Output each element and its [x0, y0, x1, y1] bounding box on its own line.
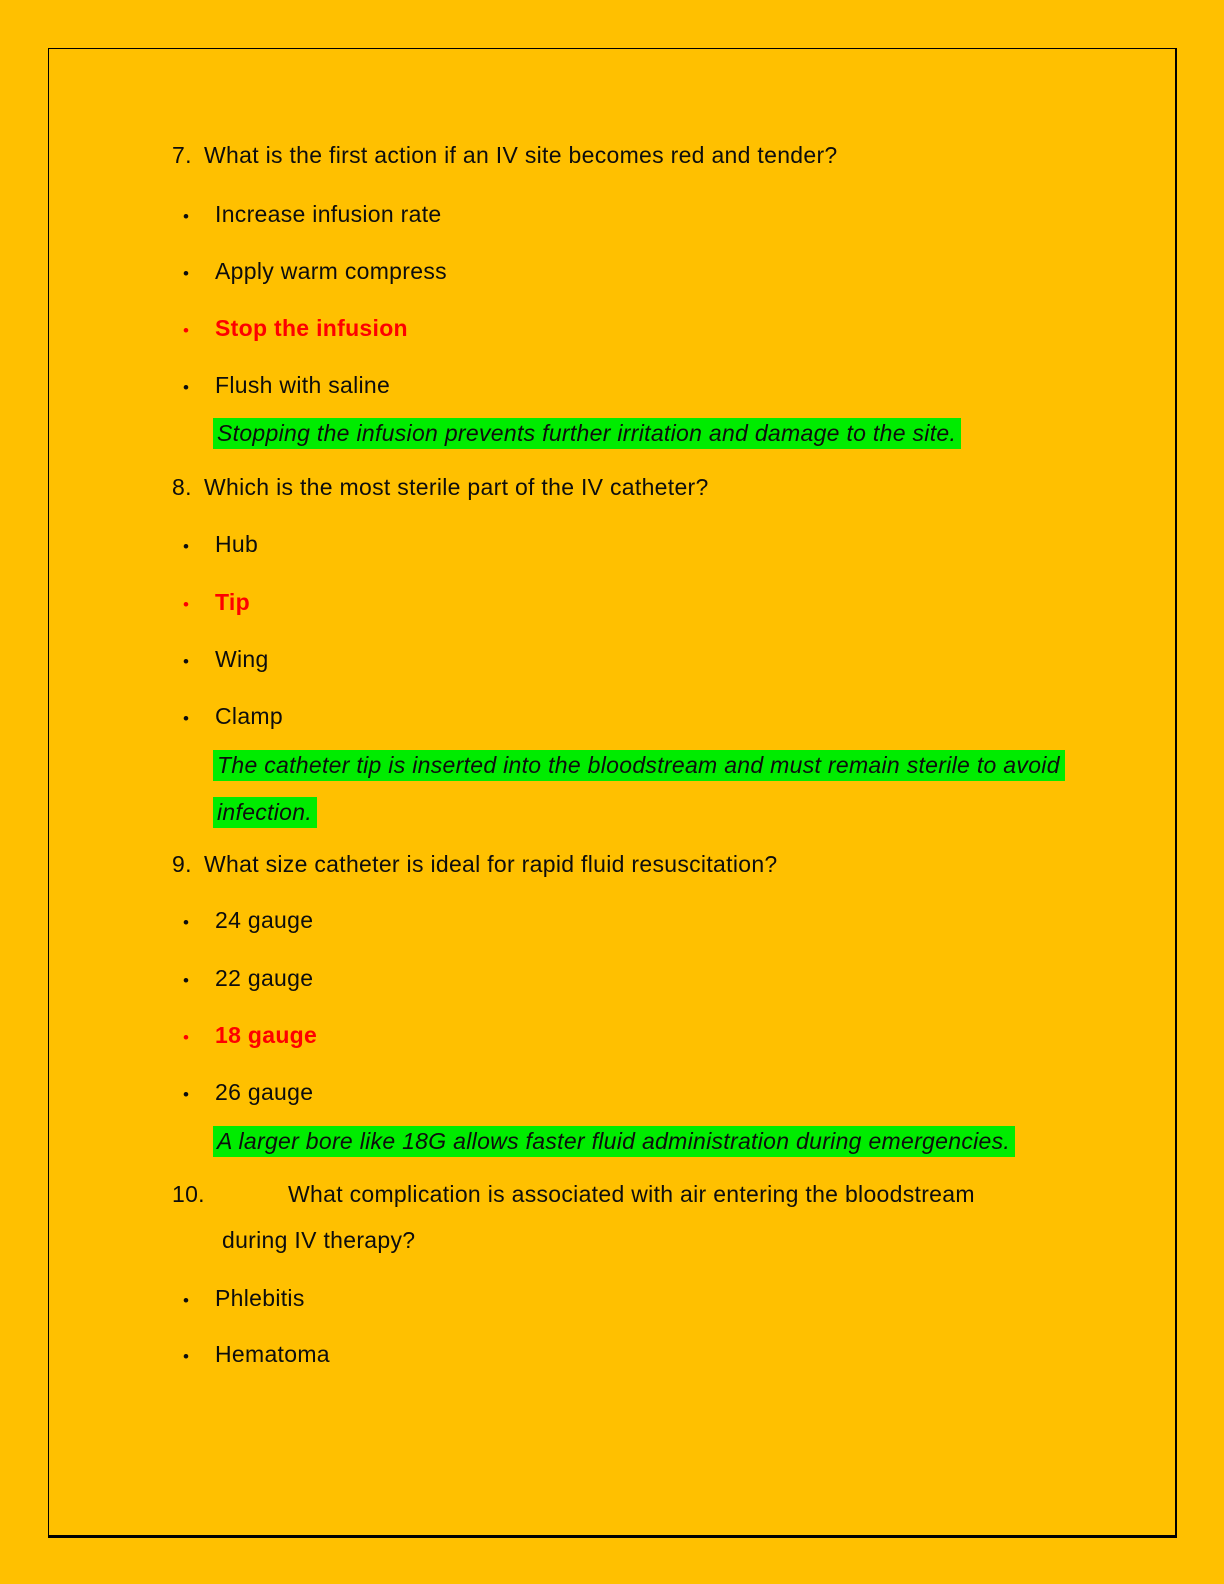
question-9 [172, 849, 778, 879]
question-text: Which is the most sterile part of the IV catheter? [204, 474, 709, 500]
explanation-q9 [213, 1124, 1015, 1158]
option-q9-1 [172, 905, 313, 938]
bullet-icon: • [183, 207, 190, 226]
bullet-icon: • [183, 652, 190, 671]
option-label: 26 gauge [215, 1079, 314, 1105]
option-label: Apply warm compress [215, 258, 447, 284]
bullet-icon: • [183, 321, 190, 340]
bullet-icon: • [183, 1291, 190, 1310]
question-text: What size catheter is ideal for rapid fluid resuscitation? [204, 851, 778, 877]
option-label: Phlebitis [215, 1285, 305, 1311]
option-q8-1 [172, 529, 258, 562]
option-q10-2 [172, 1339, 330, 1372]
option-q8-2-correct [172, 587, 250, 620]
option-q9-2 [172, 963, 313, 996]
option-label: Flush with saline [215, 372, 391, 398]
explanation-q7 [213, 416, 961, 450]
question-text-line-1: What complication is associated with air entering the bloodstream [288, 1181, 975, 1207]
bullet-icon: • [183, 1347, 190, 1366]
option-label: 22 gauge [215, 965, 314, 991]
correct-answer-label: 18 gauge [215, 1022, 318, 1048]
explanation-q8-line-2 [213, 795, 317, 829]
question-10-wrap [222, 1225, 415, 1255]
explanation-highlight: The catheter tip is inserted into the bloodstream and must remain sterile to avoid [213, 750, 1065, 781]
bullet-icon: • [183, 537, 190, 556]
bullet-icon: • [183, 709, 190, 728]
bullet-icon: • [183, 971, 190, 990]
option-q7-3-correct [172, 313, 408, 346]
option-q10-1 [172, 1283, 305, 1316]
bullet-icon: • [183, 1085, 190, 1104]
question-number: 9. [172, 851, 192, 877]
bullet-icon: • [183, 913, 190, 932]
option-label: 24 gauge [215, 907, 314, 933]
option-q9-4 [172, 1077, 313, 1110]
correct-answer-label: Stop the infusion [215, 315, 408, 341]
option-label: Hematoma [215, 1341, 330, 1367]
question-text-line-2: during IV therapy? [222, 1227, 416, 1253]
bullet-icon: • [183, 595, 190, 614]
correct-answer-label: Tip [215, 589, 250, 615]
explanation-highlight: A larger bore like 18G allows faster fluid administration during emergencies. [213, 1126, 1015, 1157]
option-q7-1 [172, 199, 442, 232]
option-q7-4 [172, 370, 390, 403]
option-label: Hub [215, 531, 259, 557]
bullet-icon: • [183, 1028, 190, 1047]
explanation-q8-line-1 [213, 748, 1065, 782]
bullet-icon: • [183, 378, 190, 397]
option-label: Clamp [215, 703, 283, 729]
question-number: 8. [172, 474, 192, 500]
question-text: What is the first action if an IV site becomes red and tender? [204, 142, 838, 168]
explanation-highlight: infection. [213, 797, 317, 828]
option-label: Increase infusion rate [215, 201, 442, 227]
option-q9-3-correct [172, 1020, 317, 1053]
explanation-highlight: Stopping the infusion prevents further irritation and damage to the site. [213, 418, 961, 449]
option-q8-4 [172, 701, 283, 734]
question-number: 7. [172, 142, 192, 168]
bullet-icon: • [183, 264, 190, 283]
option-label: Wing [215, 646, 269, 672]
question-10 [172, 1179, 975, 1209]
question-number: 10. [172, 1181, 205, 1207]
question-7 [172, 140, 838, 170]
option-q7-2 [172, 256, 447, 289]
option-q8-3 [172, 644, 269, 677]
question-8 [172, 472, 709, 502]
